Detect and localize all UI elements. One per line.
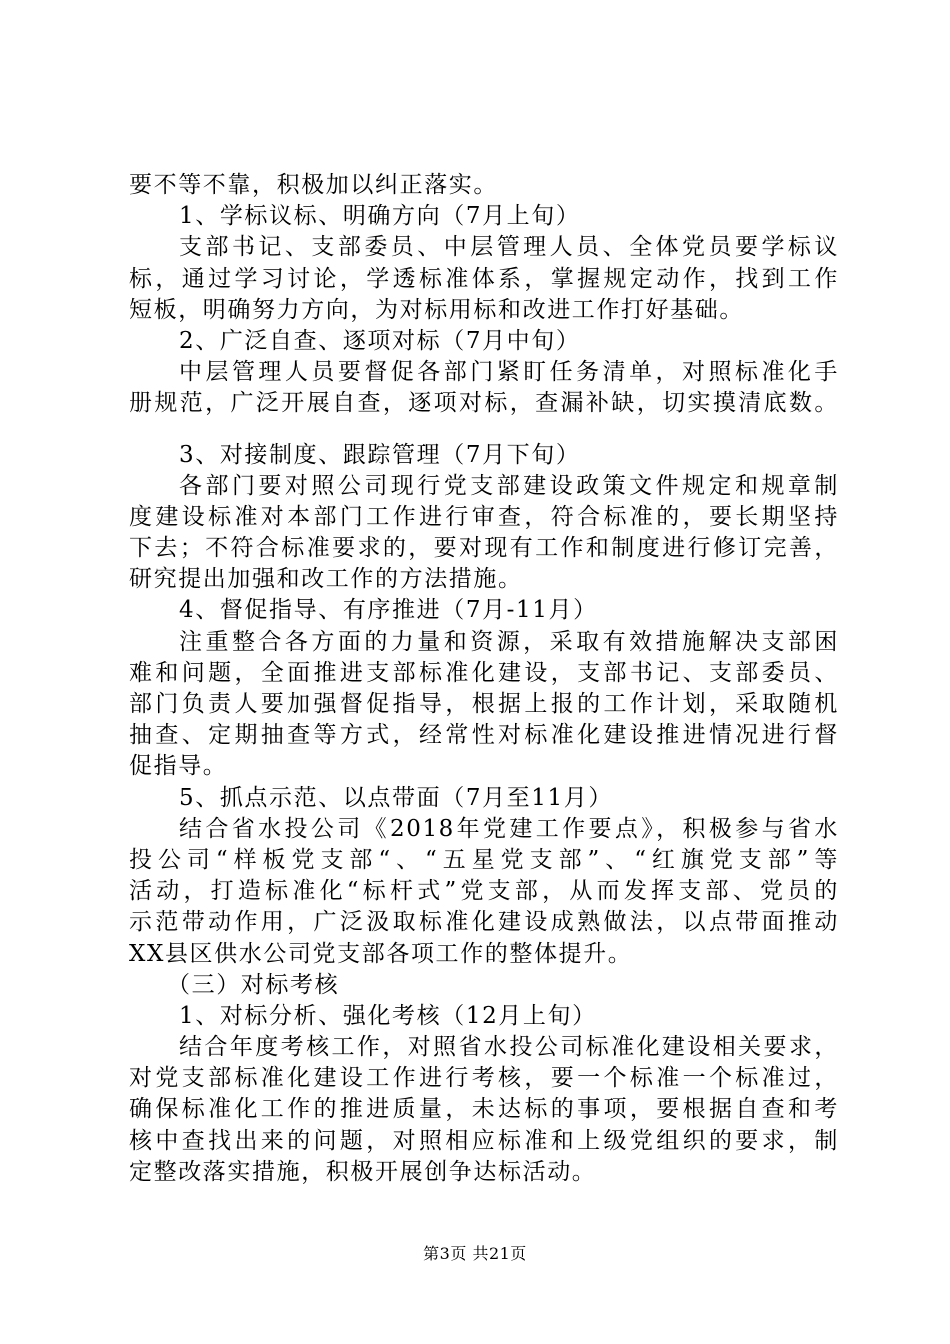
paragraph-line: 示范带动作用，广泛汲取标准化建设成熟做法，以点带面推动 bbox=[129, 909, 839, 936]
paragraph-line: 难和问题，全面推进支部标准化建设，支部书记、支部委员、 bbox=[129, 659, 839, 686]
section-heading: 3、对接制度、跟踪管理（7月下旬） bbox=[179, 441, 581, 468]
paragraph-line: 确保标准化工作的推进质量，未达标的事项，要根据自查和考 bbox=[129, 1096, 839, 1123]
paragraph-line: 支部书记、支部委员、中层管理人员、全体党员要学标议 bbox=[179, 234, 839, 261]
paragraph-line: 度建设标准对本部门工作进行审查，符合标准的，要长期坚持 bbox=[129, 503, 839, 530]
paragraph-line: 各部门要对照公司现行党支部建设政策文件规定和规章制 bbox=[179, 472, 839, 499]
paragraph-line: 定整改落实措施，积极开展创争达标活动。 bbox=[129, 1158, 597, 1185]
page-number-footer: 第3页 共21页 bbox=[423, 1244, 527, 1263]
paragraph-line: XX县区供水公司党支部各项工作的整体提升。 bbox=[129, 940, 633, 967]
section-heading: 1、对标分析、强化考核（12月上旬） bbox=[179, 1002, 597, 1029]
paragraph-line: 部门负责人要加强督促指导，根据上报的工作计划，采取随机 bbox=[129, 691, 839, 717]
section-heading: 2、广泛自查、逐项对标（7月中旬） bbox=[179, 327, 581, 354]
paragraph-line: 投公司“样板党支部“、“五星党支部”、“红旗党支部”等 bbox=[129, 846, 839, 873]
paragraph-line: 结合省水投公司《2018年党建工作要点》，积极参与省水 bbox=[179, 815, 839, 842]
paragraph-line: 中层管理人员要督促各部门紧盯任务清单，对照标准化手 bbox=[179, 359, 839, 386]
paragraph-line: 核中查找出来的问题，对照相应标准和上级党组织的要求，制 bbox=[129, 1127, 839, 1154]
section-heading: 4、督促指导、有序推进（7月-11月） bbox=[179, 597, 598, 624]
section-heading: 5、抓点示范、以点带面（7月至11月） bbox=[179, 784, 613, 811]
paragraph-line: 促指导。 bbox=[129, 753, 228, 780]
paragraph-gap bbox=[129, 420, 839, 440]
paragraph-line: 结合年度考核工作，对照省水投公司标准化建设相关要求， bbox=[179, 1034, 839, 1061]
paragraph-line: 活动，打造标准化“标杆式”党支部，从而发挥支部、党员的 bbox=[129, 878, 839, 905]
paragraph-line: 抽查、定期抽查等方式，经常性对标准化建设推进情况进行督 bbox=[129, 722, 839, 749]
paragraph-line: 册规范，广泛开展自查，逐项对标，查漏补缺，切实摸清底数。 bbox=[129, 390, 839, 417]
paragraph-line: 短板，明确努力方向，为对标用标和改进工作打好基础。 bbox=[129, 296, 744, 323]
paragraph-line: 要不等不靠，积极加以纠正落实。 bbox=[129, 172, 498, 198]
paragraph-line: 研究提出加强和改工作的方法措施。 bbox=[129, 566, 523, 593]
section-heading: （三）对标考核 bbox=[167, 971, 340, 998]
paragraph-line: 下去；不符合标准要求的，要对现有工作和制度进行修订完善， bbox=[129, 535, 839, 562]
paragraph-line: 对党支部标准化建设工作进行考核，要一个标准一个标准过， bbox=[129, 1065, 839, 1092]
document-body bbox=[129, 170, 839, 1188]
paragraph-line: 注重整合各方面的力量和资源，采取有效措施解决支部困 bbox=[179, 628, 839, 655]
section-heading: 1、学标议标、明确方向（7月上旬） bbox=[179, 203, 581, 230]
paragraph-line: 标，通过学习讨论，学透标准体系，掌握规定动作，找到工作 bbox=[129, 265, 839, 292]
